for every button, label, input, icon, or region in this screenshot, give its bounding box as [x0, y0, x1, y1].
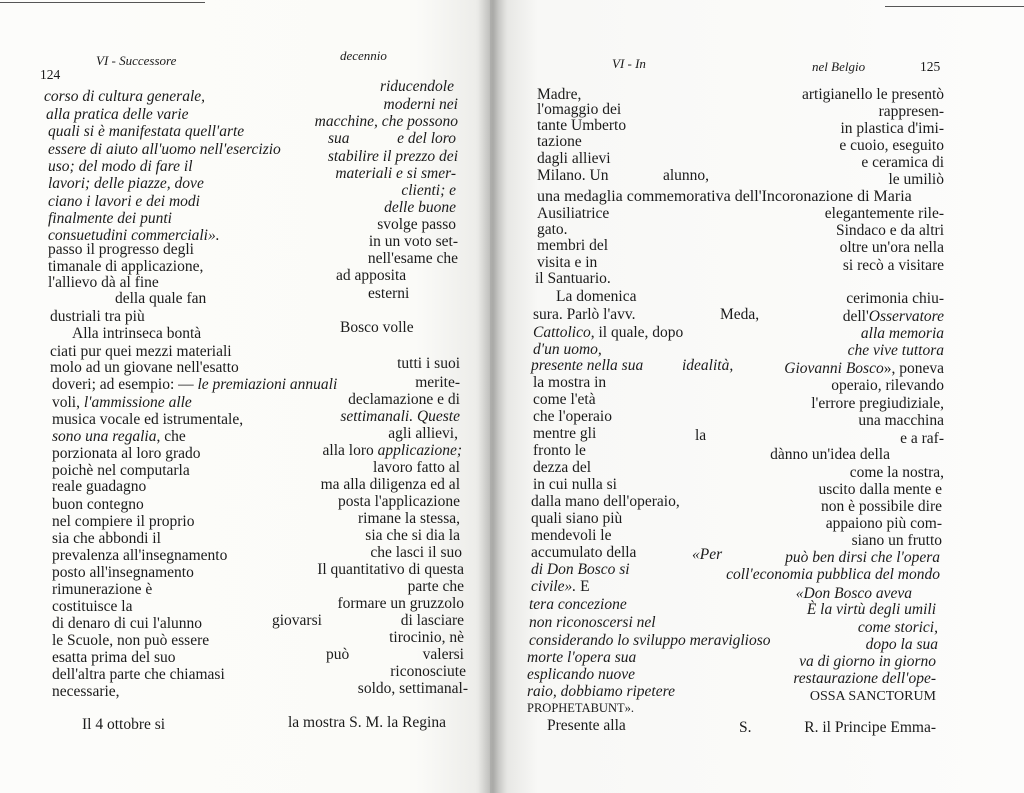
text-line: visita e in	[537, 254, 598, 271]
text-line: costituisce la	[52, 598, 133, 615]
text-line: le Scuole, non può essere	[52, 632, 210, 649]
text-line: dopo la sua	[865, 636, 938, 653]
text-line: la mostra S. M. la Regina	[288, 714, 446, 731]
text-line: lavori; delle piazze, dove	[48, 175, 204, 192]
text-line: accumulato della	[531, 544, 637, 561]
text-line: civile». E	[531, 578, 590, 595]
text-line: essere di aiuto all'uomo nell'esercizio	[48, 141, 281, 158]
text-line: tante Umberto	[537, 117, 627, 134]
text-line: posto all'insegnamento	[52, 564, 194, 581]
text-line: alunno,	[663, 167, 710, 184]
text-line: sia che si dia la	[365, 527, 460, 544]
text-line: che l'operaio	[533, 408, 612, 425]
text-line: molo ad un giovane nell'esatto	[50, 359, 239, 376]
top-rule-right	[885, 6, 1024, 7]
text-line: Giovanni Bosco», poneva	[784, 360, 944, 377]
text-line: considerando lo sviluppo meraviglioso	[529, 632, 771, 649]
text-line: l'omaggio dei	[537, 101, 622, 118]
text-line: agli allievi,	[388, 425, 458, 442]
text-line: sia che abbondi il	[52, 530, 161, 547]
text-line: siano un frutto	[851, 532, 942, 549]
text-line: La domenica	[556, 288, 637, 305]
text-line: che vive tuttora	[847, 342, 944, 359]
text-line: tazione	[537, 133, 582, 150]
text-line: Milano. Un	[537, 167, 609, 184]
text-line: clienti; e	[401, 182, 456, 199]
text-line: esterni	[368, 285, 410, 302]
text-line: rappresen-	[878, 103, 944, 120]
text-line: doveri; ad esempio: — le premiazioni annuali	[52, 376, 338, 393]
text-line: e cuoio, eseguito	[839, 137, 944, 154]
text-line: mendevoli le	[531, 527, 612, 544]
text-line: reale guadagno	[52, 478, 147, 495]
text-line: idealità,	[682, 357, 734, 374]
top-rule-left	[0, 2, 205, 3]
text-line: Ausiliatrice	[537, 205, 610, 222]
text-line: uscito dalla mente e	[818, 481, 942, 498]
text-line: si recò a visitare	[842, 257, 944, 274]
text-line: nell'esame che	[367, 250, 458, 267]
text-line: timanale di applicazione,	[48, 258, 204, 275]
running-header: decennio	[340, 48, 387, 63]
page-number: 125	[920, 59, 941, 74]
text-line: poichè nel computarla	[52, 462, 190, 479]
text-line: d'un uomo,	[533, 341, 602, 358]
text-line: settimanali. Queste	[340, 408, 460, 425]
text-line: corso di cultura generale,	[44, 88, 206, 105]
text-line: elegantemente rile-	[824, 205, 944, 222]
text-line: riducendole	[379, 78, 454, 95]
text-line: non riconoscersi nel	[529, 614, 656, 631]
text-line: stabilire il prezzo dei	[327, 148, 458, 165]
text-line: valersi	[422, 646, 464, 663]
text-line: nel compiere il proprio	[52, 513, 195, 530]
text-line: dànno un'idea della	[770, 446, 890, 463]
text-line: uso; del modo di fare il	[48, 158, 193, 175]
text-line: che lasci il suo	[370, 544, 462, 561]
text-line: «Per	[692, 546, 723, 563]
text-line: alla memoria	[860, 325, 944, 342]
text-line: rimane la stessa,	[357, 510, 460, 527]
text-line: presente nella sua	[531, 357, 644, 374]
text-line: Madre,	[537, 86, 582, 103]
text-line: soldo, settimanal-	[357, 680, 468, 697]
text-line: ciati pur quei mezzi materiali	[50, 343, 232, 360]
text-line: può	[326, 646, 350, 663]
text-line: membri del	[537, 237, 609, 254]
text-line: operaio, rilevando	[831, 377, 944, 394]
text-line: dell'Osservatore	[842, 308, 944, 325]
text-line: Cattolico, il quale, dopo	[533, 324, 684, 341]
text-line: esplicando nuove	[527, 666, 636, 683]
text-line: morte l'opera sua	[527, 649, 637, 666]
text-line: finalmente dei punti	[48, 210, 172, 227]
text-line: declamazione e di	[348, 391, 460, 408]
text-line: le umiliò	[888, 171, 944, 188]
text-line: musica vocale ed istrumentale,	[52, 411, 244, 428]
text-line: passo il progresso degli	[48, 241, 194, 258]
text-line: non è possibile dire	[821, 498, 942, 515]
text-line: in cui nulla si	[533, 476, 617, 493]
text-line: dagli allievi	[537, 150, 611, 167]
text-line: materiali e si smer-	[335, 165, 456, 182]
text-line: svolge passo	[377, 216, 456, 233]
text-line: sura. Parlò l'avv.	[533, 306, 636, 323]
text-line: Sindaco e da altri	[835, 222, 944, 239]
text-line: e a raf-	[900, 430, 944, 447]
text-line: S.	[739, 719, 752, 736]
text-line: Alla intrinseca bontà	[72, 325, 202, 342]
text-line: dell'altra parte che chiamasi	[52, 666, 225, 683]
text-line: tera concezione	[529, 596, 627, 613]
text-line: tirocinio, nè	[389, 629, 464, 646]
text-line: di Don Bosco si	[531, 561, 630, 578]
text-line: come la nostra,	[849, 464, 944, 481]
text-line: la	[695, 427, 707, 444]
text-line: ad apposita	[336, 267, 407, 284]
text-line: una macchina	[858, 412, 944, 429]
text-line: R. il Principe Emma-	[804, 719, 936, 736]
text-line: di denaro di cui l'alunno	[52, 615, 203, 632]
running-header: nel Belgio	[812, 59, 866, 74]
text-line: fronto le	[533, 442, 586, 459]
text-line: merite-	[415, 374, 460, 391]
text-line: parte che	[407, 578, 464, 595]
text-line: porzionata al loro grado	[52, 445, 201, 462]
text-line: cerimonia chiu-	[846, 290, 944, 307]
text-line: necessarie,	[52, 683, 120, 700]
text-line: delle buone	[384, 199, 456, 216]
text-line: moderni nei	[383, 96, 458, 113]
text-line: la mostra in	[533, 374, 607, 391]
text-line: di lasciare	[400, 612, 464, 629]
text-line: come storici,	[857, 619, 938, 636]
text-line: mentre gli	[533, 425, 597, 442]
text-line: l'errore pregiudiziale,	[811, 395, 944, 412]
text-line: della quale fan	[115, 290, 207, 307]
text-line: riconosciute	[390, 663, 466, 680]
text-line: come l'età	[533, 391, 596, 408]
text-line: artigianello le presentò	[801, 86, 944, 103]
text-line: una medaglia commemorativa dell'Incoronazione di Maria	[537, 188, 912, 205]
text-line: il Santuario.	[535, 270, 611, 287]
running-header: VI - Successore	[96, 53, 177, 68]
text-line: È la virtù degli umili	[806, 601, 936, 618]
text-line: va di giorno in giorno	[799, 653, 936, 670]
text-line: prevalenza all'insegnamento	[52, 547, 228, 564]
text-line: dalla mano dell'operaio,	[531, 493, 680, 510]
text-line: OSSA SANCTORUM	[809, 689, 936, 704]
text-line: giovarsi	[272, 612, 322, 629]
text-line: posta l'applicazione	[337, 493, 460, 510]
text-line: Meda,	[720, 306, 760, 323]
text-line: rimunerazione è	[52, 581, 153, 598]
text-line: e ceramica di	[861, 154, 944, 171]
text-line: quali si è manifestata quell'arte	[48, 123, 245, 140]
text-line: voli, l'ammissione alle	[52, 394, 192, 411]
text-line: sono una regalia, che	[52, 428, 186, 445]
text-line: formare un gruzzolo	[337, 595, 464, 612]
text-line: dustriali tra più	[50, 308, 145, 325]
text-line: quali siano più	[531, 510, 623, 527]
text-line: coll'economia pubblica del mondo	[726, 566, 940, 583]
text-line: appaiono più com-	[825, 515, 942, 532]
text-line: alla pratica delle varie	[46, 106, 189, 123]
page-number: 124	[40, 67, 61, 82]
text-line: può ben dirsi che l'opera	[785, 549, 940, 566]
text-line: tutti i suoi	[397, 355, 460, 372]
text-line: l'allievo dà al fine	[48, 274, 159, 291]
text-line: Bosco volle	[340, 319, 414, 336]
text-line: oltre un'ora nella	[839, 239, 944, 256]
text-line: «Don Bosco aveva	[795, 585, 912, 602]
text-line: e del loro	[397, 130, 456, 147]
text-line: sua	[328, 130, 350, 147]
text-line: ciano i lavori e dei modi	[48, 193, 200, 210]
text-line: in un voto set-	[368, 233, 458, 250]
text-line: Presente alla	[547, 717, 626, 734]
text-line: ma alla diligenza ed al	[320, 476, 460, 493]
text-line: alla loro applicazione;	[322, 442, 462, 459]
running-header: VI - In	[612, 56, 646, 71]
text-line: lavoro fatto al	[373, 459, 460, 476]
text-line: raio, dobbiamo ripetere	[527, 683, 675, 700]
book-gutter	[478, 0, 508, 793]
text-line: Il 4 ottobre si	[82, 716, 166, 733]
text-line: dezza del	[533, 459, 592, 476]
text-line: Il quantitativo di questa	[317, 561, 464, 578]
text-line: macchine, che possono	[314, 113, 458, 130]
text-line: esatta prima del suo	[52, 649, 176, 666]
text-line: gato.	[537, 221, 568, 238]
text-line: restaurazione dell'ope-	[793, 670, 936, 687]
text-line: consuetudini commerciali».	[48, 227, 220, 244]
text-line: PROPHETABUNT».	[527, 701, 634, 715]
text-line: in plastica d'imi-	[840, 120, 944, 137]
text-line: buon contegno	[52, 496, 144, 513]
